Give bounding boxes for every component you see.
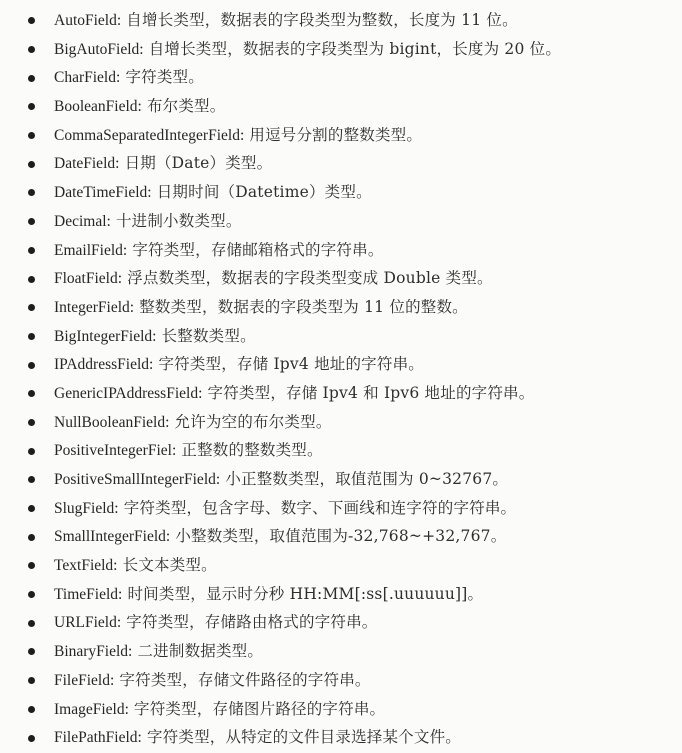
field-description: 日期时间（Datetime）类型。 (151, 183, 372, 202)
bullet-icon (28, 648, 35, 655)
field-term: PositiveSmallIntegerField: (54, 471, 221, 488)
field-term: CommaSeparatedIntegerField: (54, 126, 245, 144)
field-type-list (0, 6, 682, 752)
field-term: CharField: (54, 69, 121, 87)
list-item (28, 666, 682, 695)
field-term: BinaryField: (54, 643, 133, 661)
list-item (28, 350, 682, 379)
field-term: EmailField: (54, 241, 128, 259)
bullet-icon (28, 46, 35, 53)
list-item (28, 436, 682, 465)
list-item (28, 408, 682, 437)
field-term: BigAutoField: (54, 40, 144, 58)
bullet-icon (28, 189, 35, 196)
field-term: TimeField: (54, 585, 123, 603)
list-item (28, 637, 682, 666)
field-description: 整数类型，数据表的字段类型为 11 位的整数。 (134, 297, 468, 316)
field-description: 小正整数类型，取值范围为 0~32767。 (220, 470, 509, 488)
bullet-icon (28, 247, 35, 254)
field-description: 布尔类型。 (141, 97, 226, 116)
bullet-icon (28, 505, 35, 512)
bullet-icon (28, 706, 35, 713)
field-description: 长整数类型。 (156, 326, 256, 345)
field-description: 字符类型，存储 Ipv4 和 Ipv6 地址的字符串。 (202, 383, 535, 402)
bullet-icon (28, 448, 35, 455)
bullet-icon (28, 390, 35, 397)
list-item (28, 522, 682, 551)
list-item (28, 35, 682, 64)
field-description: 十进制小数类型。 (110, 211, 242, 230)
bullet-icon (28, 276, 35, 283)
field-description: 字符类型，存储邮箱格式的字符串。 (127, 240, 384, 259)
field-description: 字符类型。 (120, 68, 204, 87)
field-term: BigIntegerField: (54, 327, 157, 345)
bullet-icon (28, 103, 35, 110)
field-description: 时间类型，显示时分秒 HH:MM[:ss[.uuuuuu]]。 (122, 584, 484, 603)
field-term: IPAddressField: (54, 356, 154, 374)
bullet-icon (28, 75, 35, 82)
bullet-icon (28, 620, 35, 627)
bullet-icon (28, 419, 35, 426)
field-term: URLField: (54, 614, 122, 632)
field-description: 自增长类型，数据表的字段类型为整数，长度为 11 位。 (121, 11, 518, 29)
field-term: PositiveIntegerFiel: (54, 442, 177, 460)
list-item (28, 322, 682, 351)
bullet-icon (28, 735, 35, 742)
field-description: 字符类型，存储图片路径的字符串。 (128, 699, 386, 718)
field-description: 正整数的整数类型。 (176, 441, 323, 460)
field-term: IntegerField: (54, 298, 135, 316)
list-item (28, 178, 682, 207)
field-term: SmallIntegerField: (54, 528, 171, 546)
field-term: ImageField: (54, 700, 129, 718)
bullet-icon (28, 476, 35, 483)
list-item (28, 494, 682, 523)
list-item (28, 379, 682, 408)
list-item (28, 293, 682, 322)
list-item (28, 236, 682, 265)
bullet-icon (28, 562, 35, 569)
list-item (28, 92, 682, 121)
bullet-icon (28, 218, 35, 225)
bullet-icon (28, 161, 35, 168)
field-term: SlugField: (54, 499, 119, 517)
bullet-icon (28, 362, 35, 369)
bullet-icon (28, 17, 35, 24)
field-term: GenericIPAddressField: (54, 384, 203, 402)
field-description: 用逗号分割的整数类型。 (244, 125, 423, 144)
field-term: TextField: (54, 557, 118, 575)
field-term: BooleanField: (54, 98, 142, 116)
field-term: DateField: (54, 155, 120, 173)
list-item (28, 580, 682, 609)
list-item (28, 264, 682, 293)
field-description: 二进制数据类型。 (132, 642, 264, 661)
list-item (28, 149, 682, 178)
field-term: FloatField: (54, 270, 123, 288)
bullet-icon (28, 677, 35, 684)
list-item (28, 723, 682, 752)
list-item (28, 608, 682, 637)
field-term: FilePathField: (54, 729, 142, 747)
field-term: AutoField: (54, 12, 122, 29)
field-term: NullBooleanField: (54, 413, 170, 431)
bullet-icon (28, 534, 35, 541)
list-item (28, 465, 682, 494)
field-term: Decimal: (54, 212, 111, 230)
field-description: 字符类型，存储文件路径的字符串。 (114, 670, 371, 689)
bullet-icon (28, 333, 35, 340)
list-item (28, 63, 682, 92)
field-description: 日期（Date）类型。 (119, 154, 273, 173)
field-description: 长文本类型。 (117, 556, 217, 575)
list-item (28, 121, 682, 150)
field-description: 字符类型，包含字母、数字、下画线和连字符的字符串。 (118, 498, 517, 517)
field-description: 自增长类型，数据表的字段类型为 bigint，长度为 20 位。 (143, 39, 562, 58)
bullet-icon (28, 591, 35, 598)
field-term: DateTimeField: (54, 184, 152, 202)
field-description: 小整数类型，取值范围为-32,768~+32,767。 (170, 527, 507, 546)
bullet-icon (28, 304, 35, 311)
field-description: 字符类型，从特定的文件目录选择某个文件。 (141, 728, 461, 747)
field-description: 字符类型，存储 Ipv4 地址的字符串。 (153, 355, 424, 374)
list-item (28, 207, 682, 236)
field-description: 浮点数类型，数据表的字段类型变成 Double 类型。 (122, 269, 493, 288)
list-item (28, 551, 682, 580)
list-item (28, 695, 682, 724)
list-item (28, 6, 682, 35)
field-term: FileField: (54, 671, 115, 689)
field-description: 字符类型，存储路由格式的字符串。 (121, 613, 378, 632)
bullet-icon (28, 132, 35, 139)
field-description: 允许为空的布尔类型。 (169, 412, 332, 431)
